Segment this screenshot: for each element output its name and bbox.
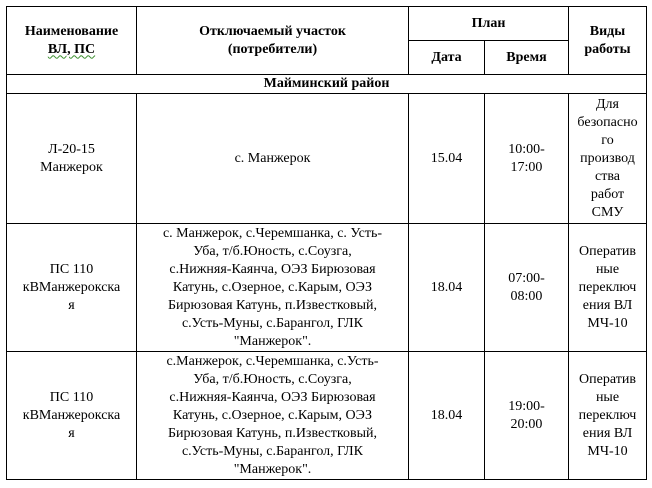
header-name [7, 7, 137, 75]
header-plan: План [409, 7, 569, 41]
work-type: Оператив ные переключ ения ВЛ МЧ-10 [569, 352, 647, 480]
header-work-line2: работы [584, 41, 631, 57]
header-time: Время [485, 41, 569, 75]
work-type: Для безопасно го производ ства работ СМУ [569, 94, 647, 224]
header-name-line1: Наименование [24, 23, 119, 39]
date-cell: 18.04 [409, 224, 485, 352]
header-name-line2: ВЛ, ПС [47, 41, 96, 57]
line-name: Л-20-15 Манжерок [7, 94, 137, 224]
work-type: Оператив ные переключ ения ВЛ МЧ-10 [569, 224, 647, 352]
line-name: ПС 110 кВМанжерокска я [7, 224, 137, 352]
header-section [137, 7, 409, 75]
line-name: ПС 110 кВМанжерокска я [7, 352, 137, 480]
section-consumers: с.Манжерок, с.Черемшанка, с.Усть- Уба, т/б.Юность, с.Соузга, с.Нижняя-Каянча, ОЭЗ Бирюзовая Катунь, с.Озерное, с.Карым, ОЭЗ Бирюзовая Катунь, п.Известковый, с.Усть-Муны, с.Барангол, ГЛК "Манжерок". [137, 352, 409, 480]
header-row-top [7, 7, 647, 41]
outage-schedule-table [6, 6, 647, 480]
date-cell: 18.04 [409, 352, 485, 480]
header-work [569, 7, 647, 75]
district-row [7, 75, 647, 94]
section-consumers: с. Манжерок, с.Черемшанка, с. Усть- Уба, т/б.Юность, с.Соузга, с.Нижняя-Каянча, ОЭЗ Бирюзовая Катунь, с.Озерное, с.Карым, ОЭЗ Бирюзовая Катунь, п.Известковый, с.Усть-Муны, с.Барангол, ГЛК "Манжерок". [137, 224, 409, 352]
time-cell: 19:00- 20:00 [485, 352, 569, 480]
time-cell: 07:00- 08:00 [485, 224, 569, 352]
table-row [7, 94, 647, 224]
header-section-line2: (потребители) [227, 41, 318, 57]
table-row [7, 352, 647, 480]
date-cell: 15.04 [409, 94, 485, 224]
header-section-line1: Отключаемый участок [199, 23, 346, 39]
header-date: Дата [409, 41, 485, 75]
table-row [7, 224, 647, 352]
time-cell: 10:00- 17:00 [485, 94, 569, 224]
header-work-line1: Виды [589, 23, 626, 39]
district-name: Майминский район [7, 75, 647, 94]
section-consumers: с. Манжерок [137, 94, 409, 224]
